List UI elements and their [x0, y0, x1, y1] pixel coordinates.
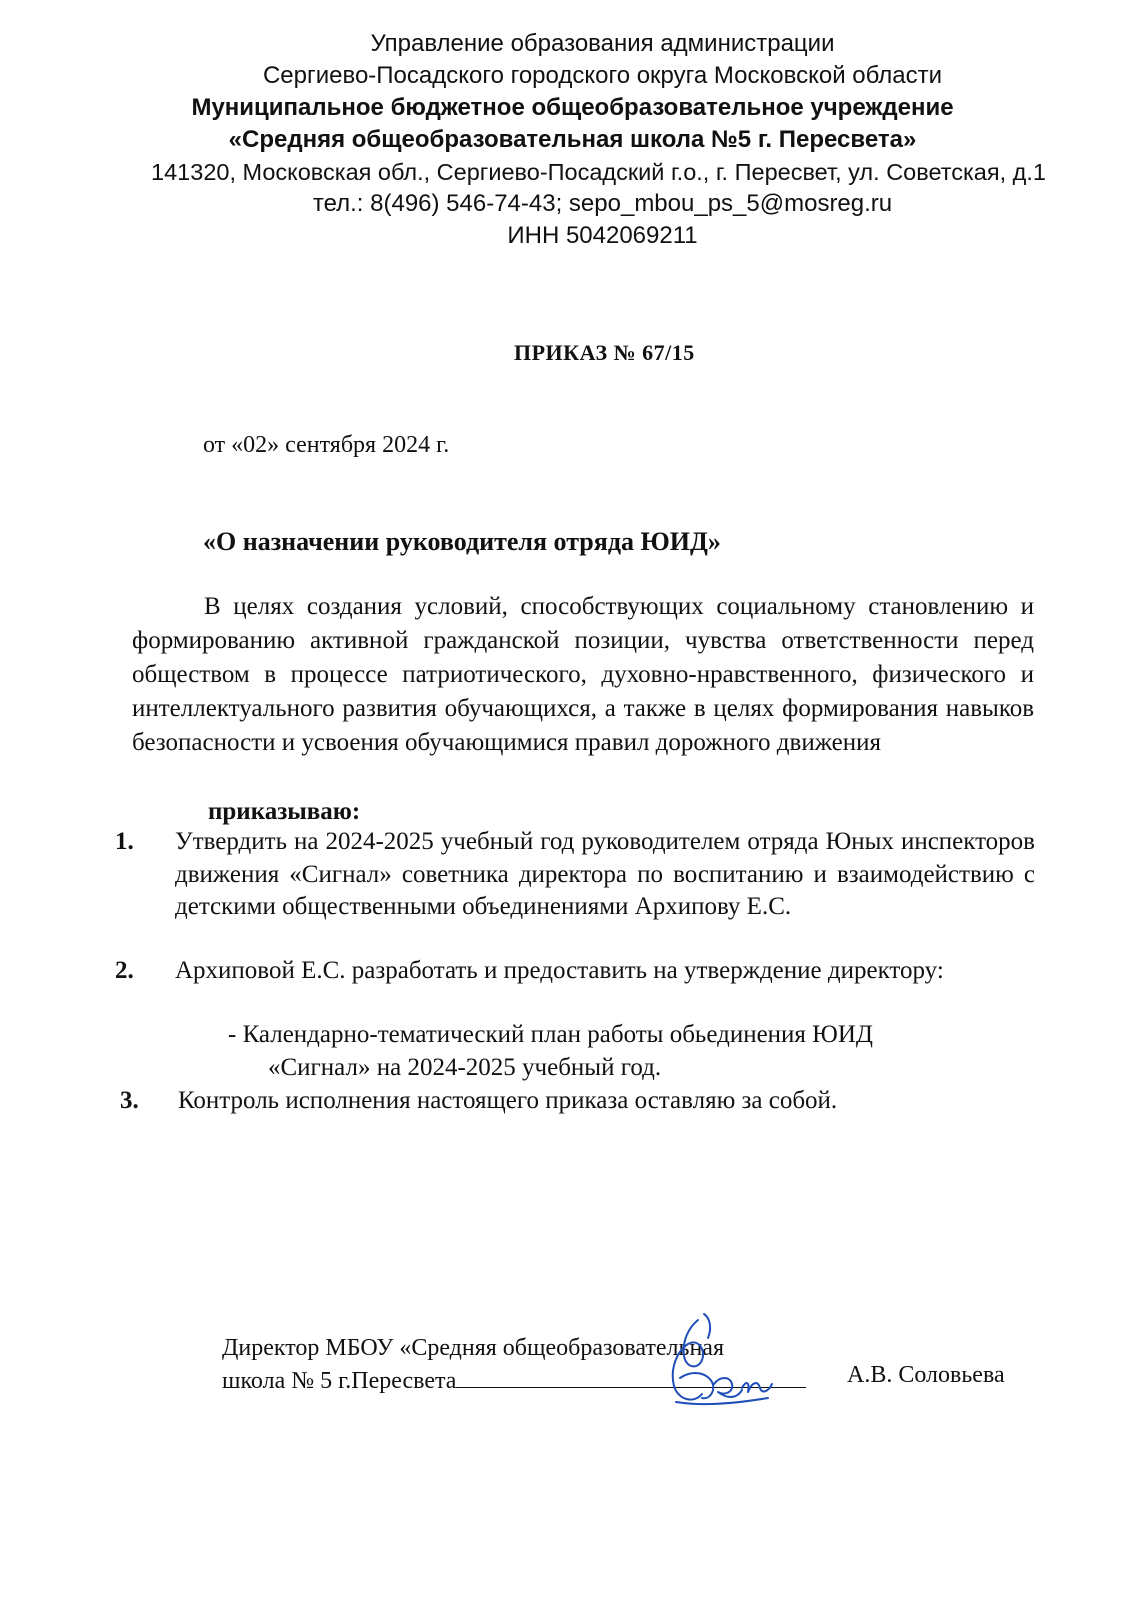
order-preamble — [132, 590, 1034, 760]
signer-school: школа № 5 г.Пересвета — [222, 1368, 457, 1394]
subitem-text: - Календарно-тематический план работы обьединения ЮИД — [228, 1021, 873, 1048]
signer-position: Директор МБОУ «Средняя общеобразовательная — [222, 1335, 724, 1361]
order-item-3 — [120, 1085, 1040, 1118]
header-address: 141320, Московская обл., Сергиево-Посадский г.о., г. Пересвет, ул. Советская, д.1 — [151, 159, 1046, 185]
header-contacts: тел.: 8(496) 546-74-43; sepo_mbou_ps_5@mosreg.ru — [312, 190, 893, 217]
preamble-text: В целях создания условий, способствующих социальному становлению и формированию активной гражданской позиции, чувства ответственности перед обществом в процессе патриотического, духовно-нравственного, физического и интеллектуального развития обучающихся, а также в целях формирования навыков безопасности и усвоения обучающимися правил дорожного движения — [132, 593, 1034, 756]
header-line-4: «Средняя общеобразовательная школа №5 г. Пересвета» — [228, 126, 917, 153]
order-verb: приказываю: — [208, 798, 361, 825]
letterhead — [0, 28, 1145, 252]
handwritten-signature — [640, 1308, 790, 1418]
header-line-3: Муниципальное бюджетное общеобразовательное учреждение — [191, 94, 954, 121]
order-subject: «О назначении руководителя отряда ЮИД» — [203, 527, 721, 556]
item-text: Контроль исполнения настоящего приказа оставляю за собой. — [178, 1087, 838, 1114]
order-subitem — [228, 1018, 1034, 1084]
header-inn: ИНН 5042069211 — [507, 222, 698, 249]
order-title: ПРИКАЗ № 67/15 — [514, 340, 695, 365]
order-item-2 — [115, 955, 1035, 988]
order-item-1 — [115, 826, 1035, 924]
item-text: Утвердить на 2024-2025 учебный год руководителем отряда Юных инспекторов движения «Сигнал» советника директора по воспитанию и взаимодействию с детскими общественными объединениями Архипову Е.С. — [175, 828, 1035, 920]
item-number: 3. — [120, 1087, 139, 1114]
item-number: 1. — [115, 828, 134, 855]
item-text: Архиповой Е.С. разработать и предоставить на утверждение директору: — [175, 957, 944, 984]
item-number: 2. — [115, 957, 134, 984]
signer-name: А.В. Соловьева — [847, 1362, 1005, 1388]
subitem-text-continued: «Сигнал» на 2024-2025 учебный год. — [268, 1054, 662, 1081]
order-date: от «02» сентября 2024 г. — [203, 432, 450, 458]
header-line-1: Управление образования администрации — [370, 30, 835, 57]
header-line-2: Сергиево-Посадского городского округа Московской области — [262, 62, 943, 89]
